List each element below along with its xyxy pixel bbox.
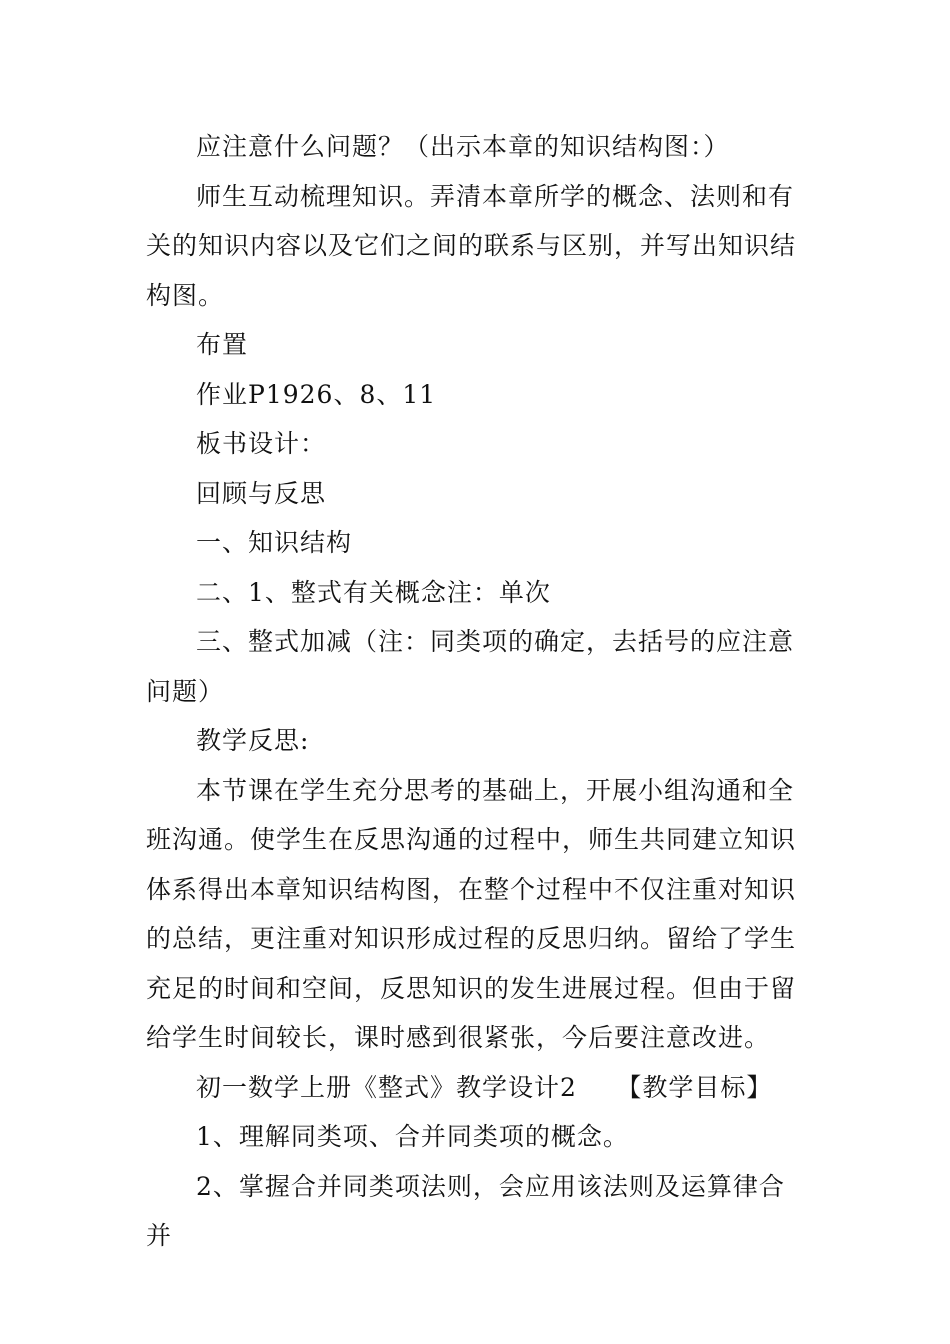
paragraph-question: 应注意什么问题？（出示本章的知识结构图：） [196,132,730,161]
paragraph-interaction: 师生互动梳理知识。弄清本章所学的概念、法则和有关的知识内容以及它们之间的联系与区别，并写出知识结构图。 [146,181,797,310]
paragraph-section-one: 一、知识结构 [196,528,353,557]
paragraph-objective-2: 2、掌握合并同类项法则，会应用该法则及运算律合并 [146,1171,785,1250]
paragraph-review-title: 回顾与反思 [196,478,327,508]
paragraph-reflection-body: 本节课在学生充分思考的基础上，开展小组沟通和全班沟通。使学生在反思沟通的过程中，师生共同建立知识体系得出本章知识结构图，在整个过程中不仅注重对知识的总结，更注重对知识形成过程的反思归纳。留给了学生充足的时间和空间，反思知识的发生进展过程。但由于留给学生时间较长，课时感到很紧张，今后要注意改进。 [146,775,797,1052]
paragraph-homework: 作业P1926、8、11 [196,379,437,409]
paragraph-assign: 布置 [196,330,249,359]
paragraph-objective-1: 1、理解同类项、合并同类项的概念。 [196,1122,629,1151]
paragraph-board-design: 板书设计： [196,429,327,458]
paragraph-section-two: 二、1、整式有关概念注：单次 [196,577,551,607]
paragraph-reflection-title: 教学反思: [196,726,310,755]
document-body [146,122,806,1261]
paragraph-section-three: 三、整式加减（注：同类项的确定，去括号的应注意问题） [146,627,795,706]
paragraph-design-2-heading: 初一数学上册《整式》教学设计2 【教学目标】 [196,1072,773,1102]
